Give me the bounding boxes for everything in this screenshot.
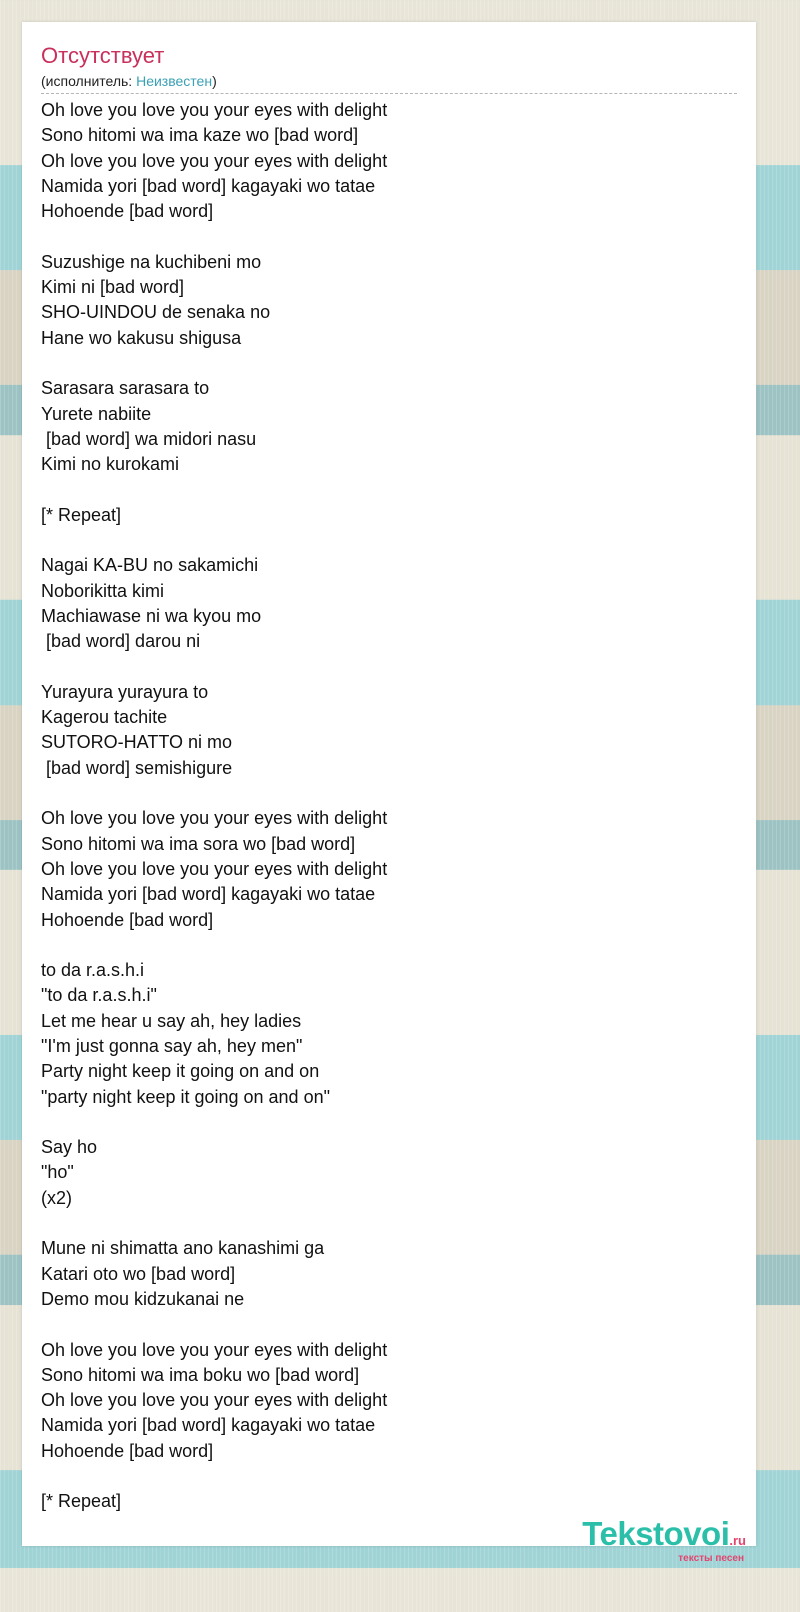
lyrics-line: Katari oto wo [bad word]: [41, 1263, 236, 1284]
lyrics-line: Namida yori [bad word] kagayaki wo tatae: [41, 175, 376, 196]
lyrics-blank-line: [41, 1110, 737, 1135]
lyrics-line: Namida yori [bad word] kagayaki wo tatae: [41, 884, 376, 905]
lyrics-line: to da r.a.s.h.i: [41, 960, 145, 981]
lyrics-line: [bad word] wa midori nasu: [41, 428, 257, 449]
lyrics-blank-line: [41, 781, 737, 806]
lyrics-line: Suzushige na kuchibeni mo: [41, 251, 262, 272]
lyrics-line: Oh love you love you your eyes with delight: [41, 858, 388, 879]
lyrics-line: Mune ni shimatta ano kanashimi ga: [41, 1238, 325, 1259]
lyrics-line: Hohoende [bad word]: [41, 1440, 214, 1461]
lyrics-line: Machiawase ni wa kyou mo: [41, 605, 262, 626]
lyrics-blank-line: [41, 528, 737, 553]
lyrics-card: [22, 22, 756, 1546]
lyrics-blank-line: [41, 224, 737, 249]
lyrics-line: Namida yori [bad word] kagayaki wo tatae: [41, 1415, 376, 1436]
lyrics-line: [* Repeat]: [41, 1491, 122, 1512]
artist-suffix: ): [212, 73, 217, 89]
lyrics-line: [bad word] semishigure: [41, 757, 233, 778]
lyrics-blank-line: [41, 351, 737, 376]
lyrics-blank-line: [41, 655, 737, 680]
tekstovoi-logo[interactable]: [582, 1517, 746, 1550]
lyrics-line: SHO-UINDOU de senaka no: [41, 302, 271, 323]
lyrics-line: Kimi no kurokami: [41, 454, 180, 475]
lyrics-line: Sono hitomi wa ima kaze wo [bad word]: [41, 125, 359, 146]
lyrics-text: [41, 98, 737, 1515]
song-title: Отсутствует: [41, 43, 165, 68]
lyrics-line: Oh love you love you your eyes with delight: [41, 1339, 388, 1360]
lyrics-line: Hohoende [bad word]: [41, 909, 214, 930]
lyrics-line: Sarasara sarasara to: [41, 378, 210, 399]
logo-tld: .ru: [729, 1533, 746, 1548]
lyrics-line: Yurete nabiite: [41, 403, 152, 424]
lyrics-line: [bad word] darou ni: [41, 631, 201, 652]
lyrics-line: Sono hitomi wa ima boku wo [bad word]: [41, 1364, 360, 1385]
logo-name: Tekstovoi: [582, 1515, 730, 1552]
lyrics-blank-line: [41, 477, 737, 502]
lyrics-line: Oh love you love you your eyes with delight: [41, 808, 388, 829]
lyrics-line: Noborikitta kimi: [41, 580, 165, 601]
lyrics-line: Oh love you love you your eyes with delight: [41, 1390, 388, 1411]
lyrics-blank-line: [41, 933, 737, 958]
lyrics-line: Oh love you love you your eyes with delight: [41, 100, 388, 120]
lyrics-line: Kimi ni [bad word]: [41, 277, 185, 298]
lyrics-line: [* Repeat]: [41, 504, 122, 525]
lyrics-line: SUTORO-HATTO ni mo: [41, 732, 233, 753]
lyrics-line: Party night keep it going on and on: [41, 1061, 320, 1082]
lyrics-blank-line: [41, 1464, 737, 1489]
lyrics-line: (x2): [41, 1187, 72, 1208]
lyrics-line: Demo mou kidzukanai ne: [41, 1288, 245, 1309]
lyrics-line: Hane wo kakusu shigusa: [41, 327, 242, 348]
lyrics-line: "party night keep it going on and on": [41, 1086, 330, 1107]
artist-prefix: (исполнитель:: [41, 73, 137, 89]
lyrics-line: "to da r.a.s.h.i": [41, 985, 157, 1006]
dashed-divider: [41, 93, 737, 94]
artist-link[interactable]: Неизвестен: [136, 73, 213, 89]
lyrics-blank-line: [41, 1312, 737, 1337]
lyrics-line: Yurayura yurayura to: [41, 681, 209, 702]
lyrics-line: Hohoende [bad word]: [41, 201, 214, 222]
lyrics-line: "ho": [41, 1162, 74, 1183]
lyrics-line: Let me hear u say ah, hey ladies: [41, 1010, 302, 1031]
lyrics-line: Kagerou tachite: [41, 707, 168, 728]
logo-tagline: тексты песен: [678, 1553, 744, 1564]
lyrics-line: Say ho: [41, 1137, 98, 1158]
artist-line: [41, 72, 737, 90]
lyrics-line: "I'm just gonna say ah, hey men": [41, 1035, 303, 1056]
lyrics-blank-line: [41, 1211, 737, 1236]
lyrics-line: Oh love you love you your eyes with delight: [41, 150, 388, 171]
lyrics-line: Sono hitomi wa ima sora wo [bad word]: [41, 833, 356, 854]
lyrics-line: Nagai KA-BU no sakamichi: [41, 555, 259, 576]
